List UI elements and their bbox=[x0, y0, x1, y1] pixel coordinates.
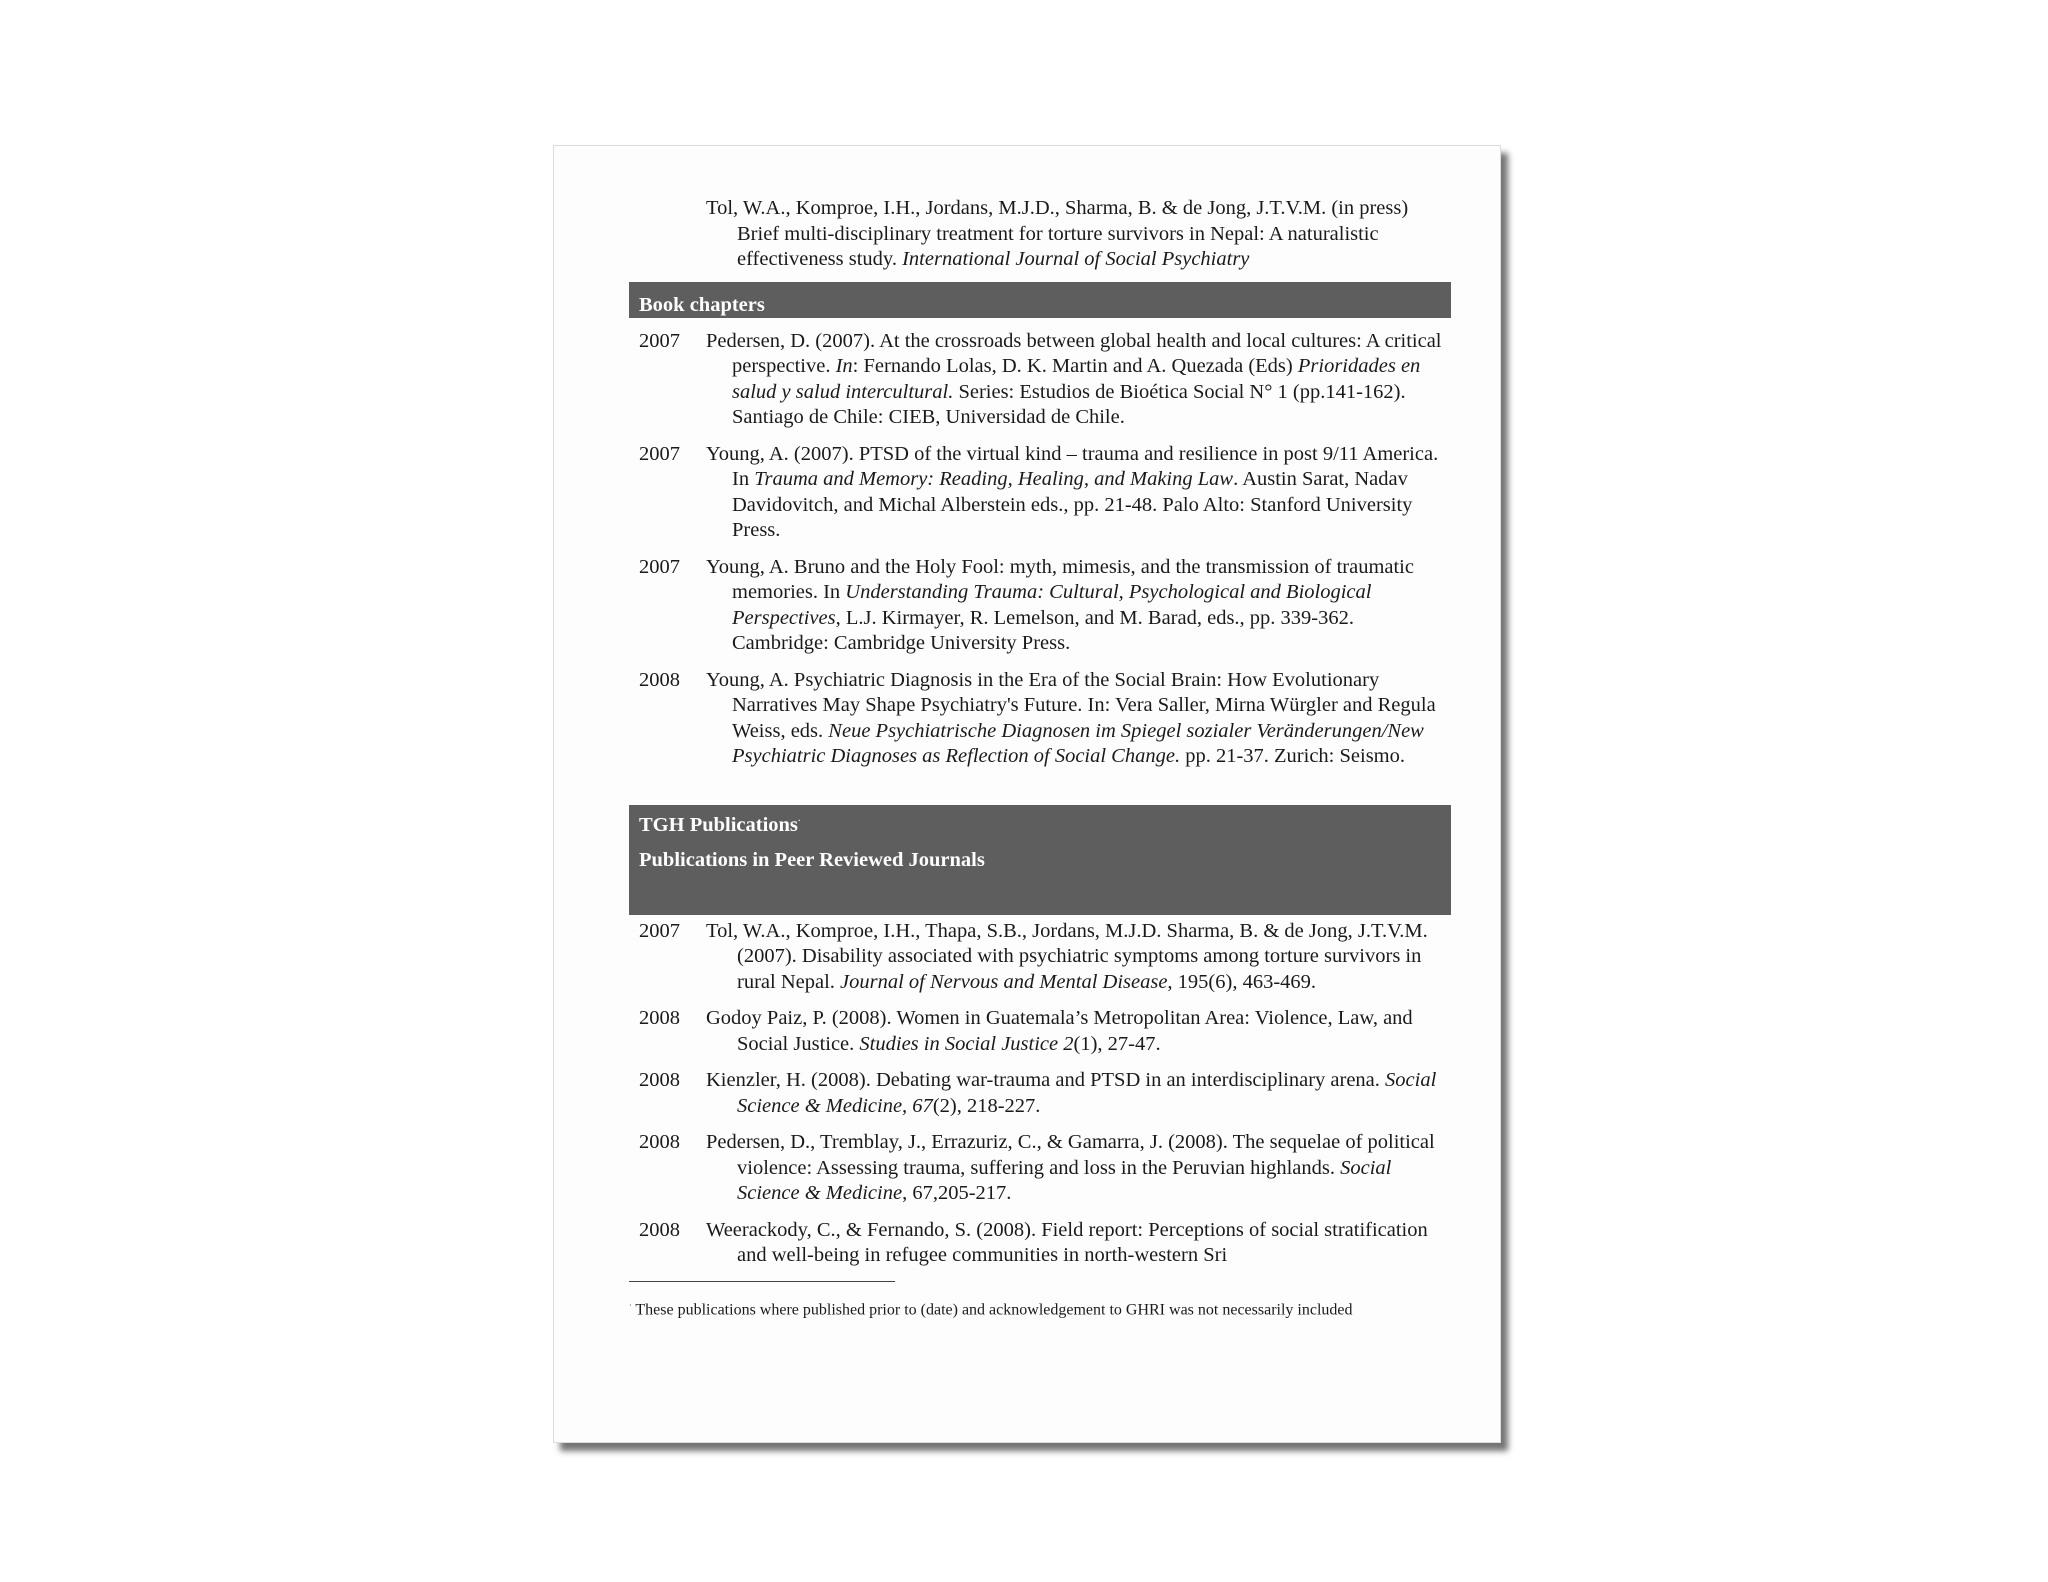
bibliography-entry bbox=[629, 668, 1452, 770]
citation-text: Weerackody, C., & Fernando, S. (2008). Field report: Perceptions of social stratification and well-being in refugee communities in north-western Sri bbox=[706, 1218, 1428, 1266]
citation-italic-text: Social Science & Medicine bbox=[737, 1156, 1392, 1204]
document-page bbox=[553, 145, 1501, 1443]
entry-gap bbox=[629, 1207, 1452, 1218]
entry-year: 2008 bbox=[639, 1131, 680, 1153]
tgh-publications-heading-bar bbox=[629, 805, 1451, 915]
bibliography-entry bbox=[629, 919, 1452, 996]
citation-italic-text: Trauma and Memory: Reading, Healing, and Making Law bbox=[754, 468, 1234, 490]
entry-gap bbox=[629, 431, 1452, 442]
peer-reviewed-list bbox=[629, 919, 1452, 1269]
citation-italic-text: Studies in Social Justice 2 bbox=[859, 1032, 1074, 1055]
citation-text: Pedersen, D. (2007). At the crossroads between global health and local cultures: A critical perspective. bbox=[706, 329, 1442, 377]
entry-citation bbox=[706, 1068, 1452, 1119]
citation-text: Tol, W.A., Komproe, I.H., Jordans, M.J.D., Sharma, B. & de Jong, J.T.V.M. (in press) Brief multi-disciplinary treatment for torture survivors in Nepal: A naturalistic effectiveness study. bbox=[706, 197, 1409, 270]
citation-text: Godoy Paiz, P. (2008). Women in Guatemala’s Metropolitan Area: Violence, Law, and Social Justice. bbox=[706, 1007, 1413, 1055]
entry-year bbox=[629, 196, 706, 273]
entry-year: 2007 bbox=[639, 329, 680, 352]
bibliography-entry bbox=[629, 1130, 1452, 1207]
book-chapters-list bbox=[629, 329, 1452, 770]
bibliography-entry bbox=[629, 1006, 1452, 1057]
citation-text: Young, A. (2007). PTSD of the virtual kind – trauma and resilience in post 9/11 America. In bbox=[706, 442, 1439, 490]
entry-gap bbox=[629, 1057, 1452, 1068]
citation-italic-text: Journal of Nervous and Mental Disease bbox=[840, 970, 1168, 993]
footnote-text: These publications where published prior to (date) and acknowledgement to GHRI was not necessarily included bbox=[631, 1300, 1353, 1318]
entry-year: 2008 bbox=[639, 668, 680, 691]
entry-citation bbox=[706, 442, 1452, 544]
citation-text: Tol, W.A., Komproe, I.H., Thapa, S.B., Jordans, M.J.D. Sharma, B. & de Jong, J.T.V.M. (2007). Disability associated with psychiatric symptoms among torture survivors in rural Nepal. bbox=[706, 919, 1428, 993]
entry-year: 2008 bbox=[639, 1069, 680, 1091]
bibliography-entry bbox=[629, 555, 1452, 657]
bibliography-entry bbox=[629, 1218, 1452, 1269]
citation-italic-text: Prioridades en salud y salud intercultural. bbox=[732, 355, 1421, 403]
peer-reviewed-subheading: Publications in Peer Reviewed Journals bbox=[639, 849, 985, 872]
citation-text: Kienzler, H. (2008). Debating war-trauma and PTSD in an interdisciplinary arena. bbox=[706, 1069, 1386, 1091]
citation-text: Young, A. Psychiatric Diagnosis in the Era of the Social Brain: How Evolutionary Narratives May Shape Psychiatry's Future. In: Vera Saller, Mirna Würgler and Regula Weiss, eds. bbox=[706, 668, 1436, 742]
citation-text: . Austin Sarat, Nadav Davidovitch, and Michal Alberstein eds., pp. 21-48. Palo Alto: Stanford University Press. bbox=[732, 468, 1413, 541]
citation-text: (2), 218-227. bbox=[932, 1094, 1041, 1117]
footnote-separator bbox=[629, 1281, 895, 1282]
page-content bbox=[629, 196, 1452, 1320]
entry-gap bbox=[629, 1119, 1452, 1130]
citation-text: Pedersen, D., Tremblay, J., Errazuriz, C., & Gamarra, J. (2008). The sequelae of political violence: Assessing trauma, suffering and loss in the Peruvian highlands. bbox=[706, 1131, 1435, 1179]
entry-citation bbox=[706, 329, 1452, 431]
entry-citation bbox=[706, 1006, 1452, 1057]
citation-italic-text: International Journal of Social Psychiatry bbox=[902, 248, 1250, 270]
entry-citation bbox=[706, 555, 1452, 657]
citation-text: pp. 21-37. Zurich: Seismo. bbox=[1180, 745, 1405, 767]
bibliography-entry bbox=[629, 329, 1452, 431]
entry-year: 2007 bbox=[639, 919, 680, 942]
citation-text: : Fernando Lolas, D. K. Martin and A. Quezada (Eds) bbox=[852, 355, 1298, 377]
entry-year: 2008 bbox=[639, 1218, 680, 1241]
entry-year: 2007 bbox=[639, 442, 680, 465]
top-entry bbox=[629, 196, 1452, 273]
footnote-mark: · bbox=[629, 1300, 632, 1310]
footnote bbox=[629, 1295, 1409, 1320]
tgh-heading: TGH Publications bbox=[639, 813, 798, 836]
entry-citation bbox=[706, 919, 1452, 996]
footnote-reference[interactable]: · bbox=[797, 815, 801, 825]
citation-text: , L.J. Kirmayer, R. Lemelson, and M. Barad, eds., pp. 339-362. Cambridge: Cambridge University Press. bbox=[732, 606, 1355, 654]
entry-gap bbox=[629, 995, 1452, 1006]
citation-text: (1), 27-47. bbox=[1073, 1032, 1161, 1055]
entry-year: 2007 bbox=[639, 555, 680, 578]
entry-citation bbox=[706, 1130, 1452, 1207]
citation-text: , 195(6), 463-469. bbox=[1167, 970, 1317, 993]
citation-text: , 67,205-217. bbox=[902, 1182, 1012, 1204]
citation-italic-text: In bbox=[835, 355, 853, 377]
entry-gap bbox=[629, 657, 1452, 668]
entry-citation bbox=[706, 668, 1452, 770]
bibliography-entry bbox=[629, 442, 1452, 544]
citation-text: Young, A. Bruno and the Holy Fool: myth, mimesis, and the transmission of traumatic memories. In bbox=[706, 555, 1414, 603]
book-chapters-heading: Book chapters bbox=[629, 282, 1451, 318]
entry-gap bbox=[629, 544, 1452, 555]
bibliography-entry bbox=[629, 1068, 1452, 1119]
citation-italic-text: Neue Psychiatrische Diagnosen im Spiegel sozialer Veränderungen/New Psychiatric Diagnoses as Reflection of Social Change. bbox=[732, 719, 1424, 767]
entry-citation bbox=[706, 196, 1452, 273]
citation-italic-text: Social Science & Medicine, 67 bbox=[737, 1069, 1437, 1117]
citation-text: Series: Estudios de Bioética Social N° 1 (pp.141-162). Santiago de Chile: CIEB, Universidad de Chile. bbox=[732, 380, 1406, 428]
entry-year: 2008 bbox=[639, 1007, 680, 1029]
citation-italic-text: Understanding Trauma: Cultural, Psychological and Biological Perspectives bbox=[732, 581, 1372, 629]
entry-citation bbox=[706, 1218, 1452, 1269]
